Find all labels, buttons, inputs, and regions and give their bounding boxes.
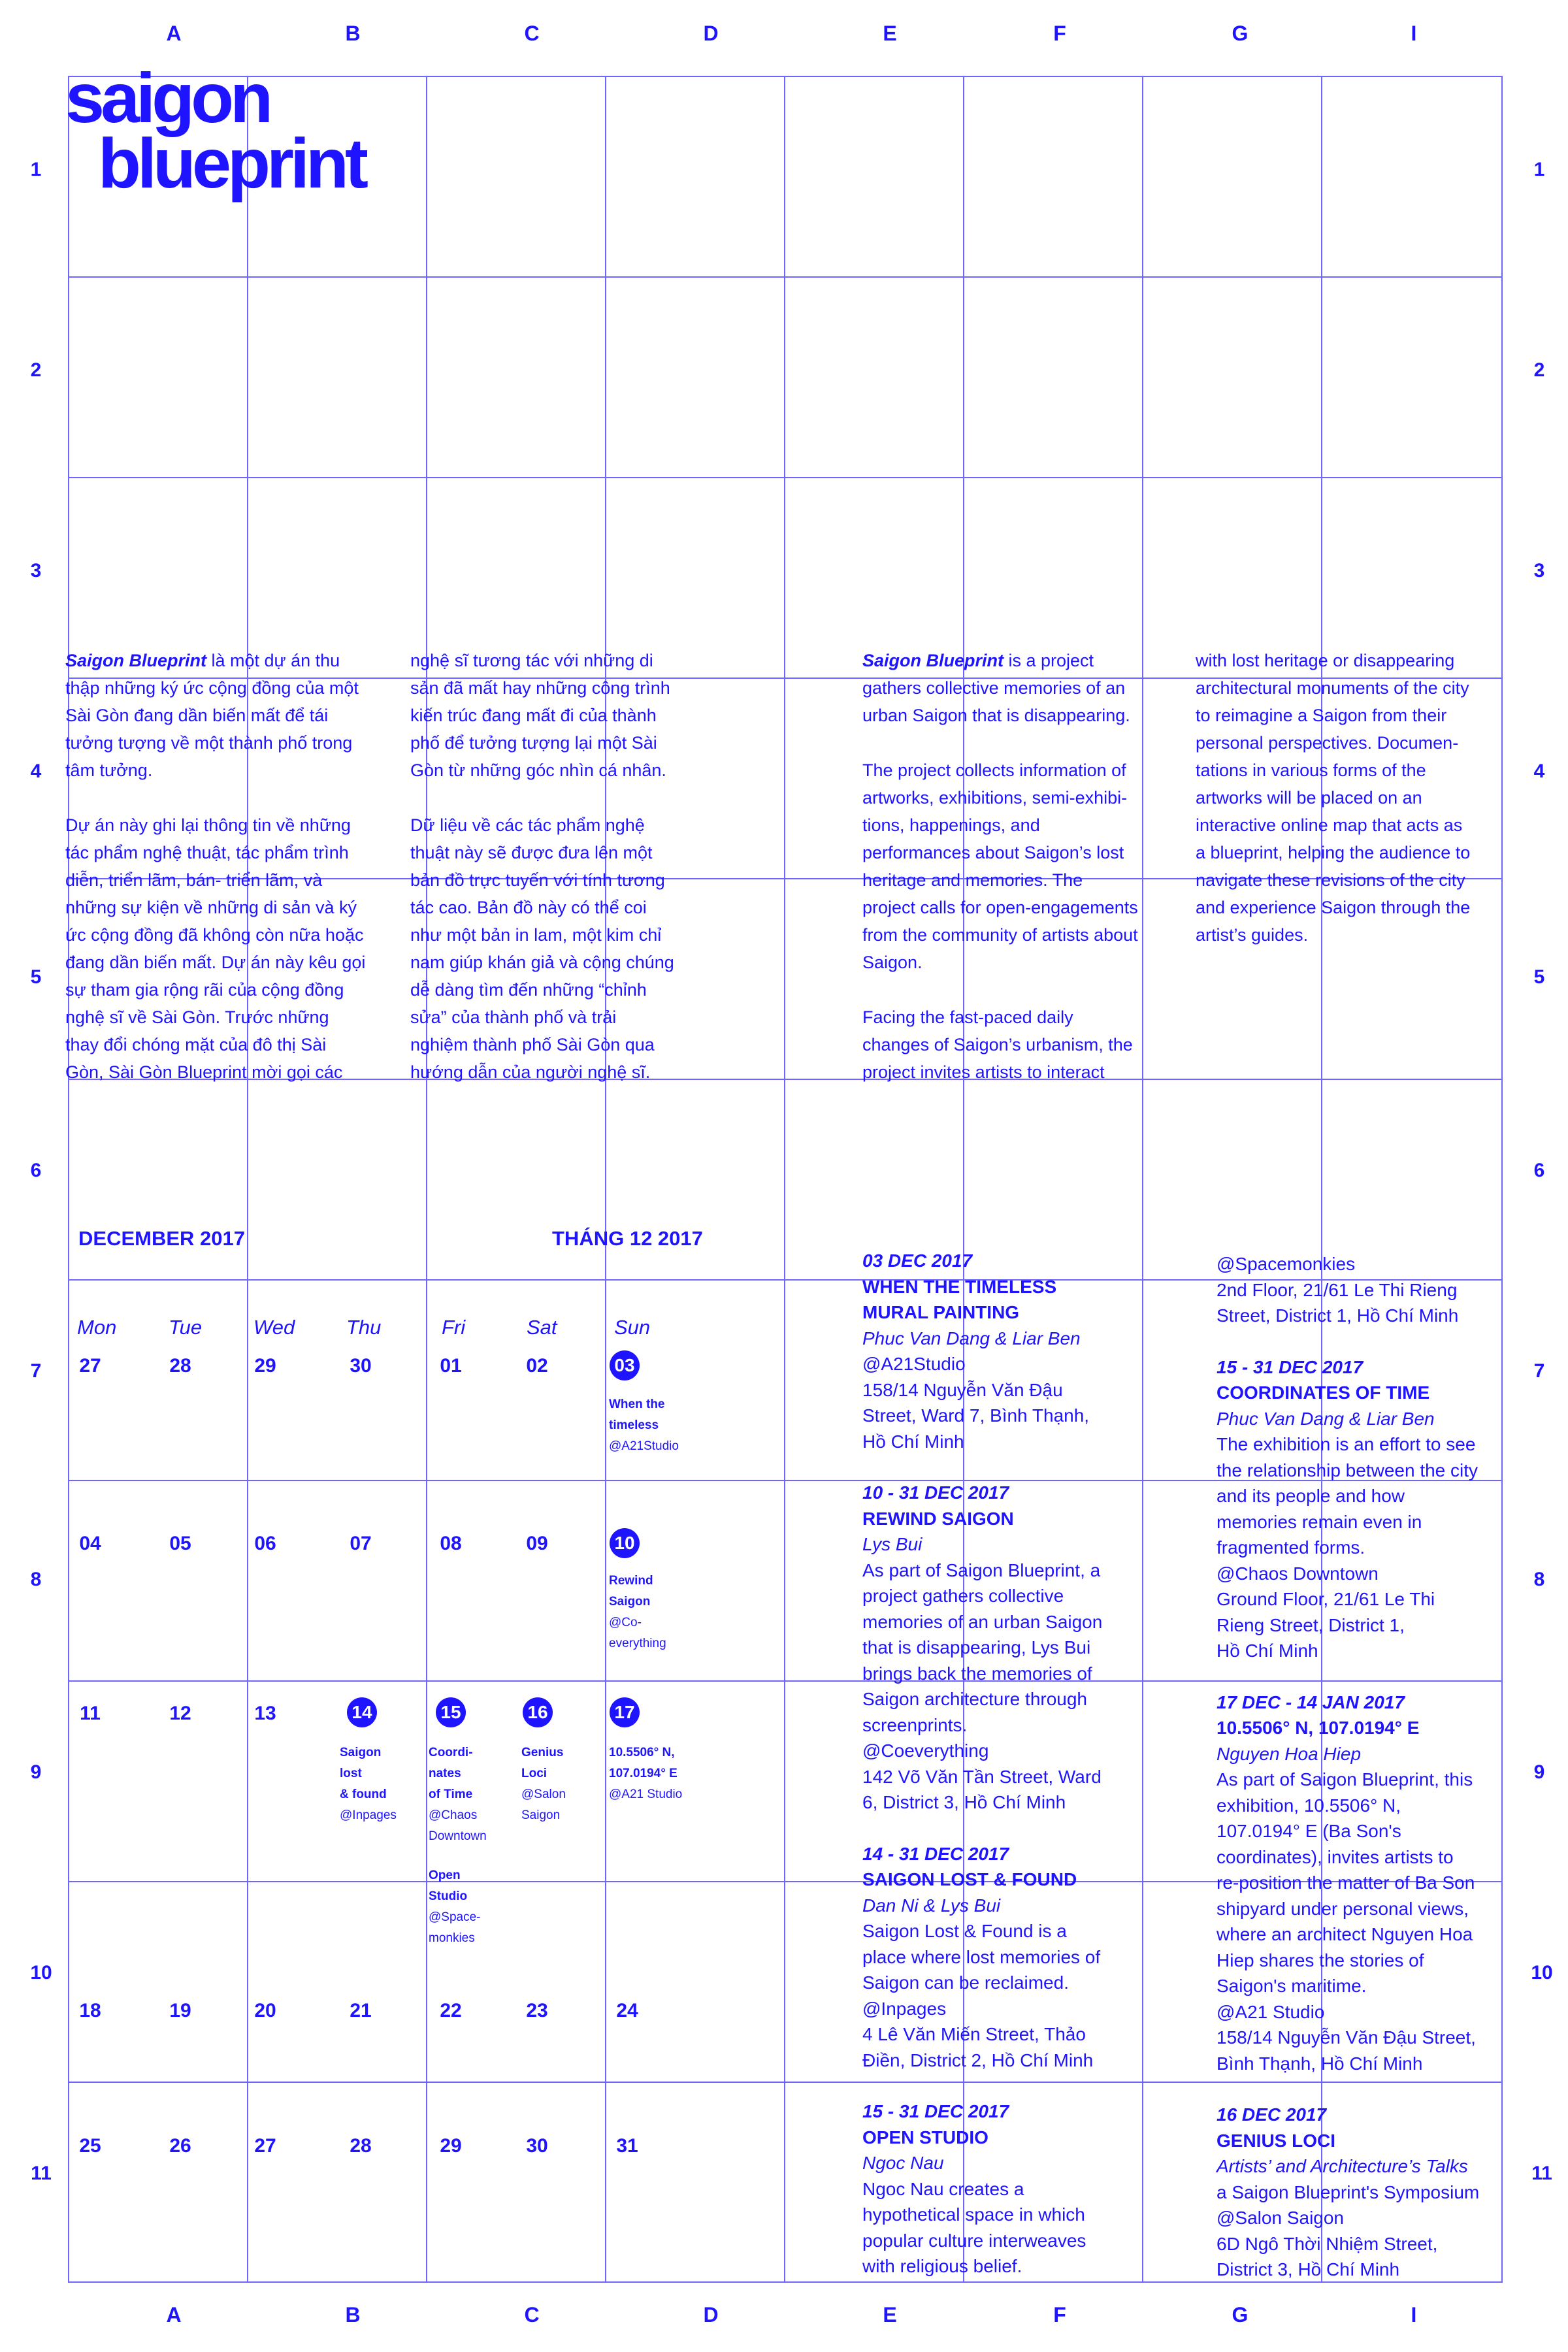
column-label: B [345, 22, 361, 45]
row-label: 2 [30, 359, 42, 381]
row-label: 6 [30, 1160, 42, 1181]
event-title: GENIUS LOCI [1217, 2130, 1336, 2151]
column-label: I [1411, 2303, 1417, 2327]
event-artists: Lys Bui [862, 1534, 923, 1554]
column-label: D [703, 2303, 719, 2327]
grid-line-vertical [605, 76, 606, 2283]
cell-event-location: @A21 Studio [609, 1788, 683, 1801]
cell-event-location: @Chaos Downtown [429, 1808, 487, 1843]
grid-line-vertical [247, 76, 248, 2283]
cell-event-03[interactable] [609, 1394, 740, 1457]
column-label: B [345, 2303, 361, 2327]
calendar-day-event[interactable]: 16 [523, 1697, 553, 1727]
calendar-day: 27 [254, 2135, 276, 2157]
row-label: 3 [30, 560, 42, 581]
column-label: E [883, 22, 897, 45]
dayname-fri: Fri [442, 1316, 466, 1339]
calendar-day: 23 [526, 2000, 548, 2021]
calendar-day: 24 [616, 2000, 638, 2021]
row-label: 9 [1533, 1761, 1545, 1783]
column-label: G [1232, 22, 1249, 45]
cell-event-14[interactable] [340, 1742, 431, 1826]
event-date: 17 DEC - 14 JAN 2017 [1217, 1691, 1405, 1712]
event-details: The exhibition is an effort to see the relationship between the city and its people and how memories remain even in fragmented forms. @Chaos Downtown Ground Floor, 21/61 Le Thi Rieng Street, District 1, Hồ Chí Minh [1217, 1434, 1478, 1661]
event-date: 15 - 31 DEC 2017 [1217, 1356, 1364, 1377]
intro-en-col1-text: is a project gathers collective memories of an urban Saigon that is disappearing. The project collects information of artworks, exhibitions, semi-exhibi- tions, happenings, and performances about Saigon’s lost heritage and memories. The project calls for open-engagements from the community of artists about Saigon. Facing the fast-paced daily changes of Saigon’s urbanism, the project invites artists to interact [862, 651, 1138, 1082]
intro-en-col2: with lost heritage or disappearing architectural monuments of the city to reimagine a Saigon from their personal perspectives. Documen- tations in various forms of the artworks will be placed on an interactive online map that acts as a blueprint, helping the audience to navigate these revisions of the city and experience Saigon through the artist’s guides. [1196, 651, 1471, 945]
intro-en-title: Saigon Blueprint [862, 651, 1004, 670]
cell-event-title: Saigon lost & found [340, 1746, 387, 1801]
event-artists: Nguyen Hoa Hiep [1217, 1743, 1362, 1764]
row-label: 10 [1531, 1962, 1553, 1984]
grid-line-vertical [426, 76, 427, 2283]
column-label: F [1053, 22, 1066, 45]
calendar-day: 08 [440, 1533, 462, 1554]
calendar-title-en: DECEMBER 2017 [78, 1227, 245, 1250]
event-title: SAIGON LOST & FOUND [862, 1869, 1077, 1889]
logo-line-1: saigon [65, 58, 270, 137]
calendar-day: 28 [350, 2135, 372, 2157]
cell-event-title: When the timeless [609, 1397, 665, 1432]
event-title: 10.5506° N, 107.0194° E [1217, 1718, 1420, 1738]
calendar-day-event[interactable]: 10 [610, 1528, 640, 1558]
event-details: Ngoc Nau creates a hypothetical space in which popular culture interweaves with religious belief. [862, 2178, 1086, 2276]
cell-event-title: Open Studio [429, 1869, 468, 1903]
cell-event-16[interactable] [521, 1742, 606, 1826]
calendar-day: 26 [169, 2135, 191, 2157]
calendar-day: 13 [254, 1703, 276, 1724]
row-label: 5 [30, 966, 42, 988]
dayname-mon: Mon [77, 1316, 117, 1339]
intro-vi-col1 [65, 647, 405, 1086]
calendar-title-vi: THÁNG 12 2017 [552, 1227, 703, 1250]
row-label: 1 [30, 159, 42, 180]
row-label: 5 [1533, 966, 1545, 988]
row-label: 3 [1533, 560, 1545, 581]
event-listing [1217, 2102, 1501, 2283]
column-label: G [1232, 2303, 1249, 2327]
calendar-day: 12 [169, 1703, 191, 1724]
calendar-day: 09 [526, 1533, 548, 1554]
event-details: As part of Saigon Blueprint, this exhibition, 10.5506° N, 107.0194° E (Ba Son's coordinates), invites artists to re-position the matter of Ba Son shipyard under personal views, where an architect Nguyen Hoa Hiep shares the stories of Saigon's maritime. @A21 Studio 158/14 Nguyễn Văn Đậu Street, Bình Thạnh, Hồ Chí Minh [1217, 1769, 1476, 2074]
row-label: 10 [30, 1962, 52, 1984]
event-date: 15 - 31 DEC 2017 [862, 2101, 1009, 2121]
calendar-day: 18 [79, 2000, 101, 2021]
row-label: 11 [1531, 2163, 1552, 2184]
event-listings-col1 [862, 1248, 1163, 2279]
intro-vi-col1-text: là một dự án thu thập những ký ức cộng đồng của một Sài Gòn đang dần biến mất để tái tưởng tượng về một thành phố trong tâm tưởng. Dự án này ghi lại thông tin về những tác phẩm nghệ thuật, tác phẩm trình diễn, triển lãm, bán- triển lãm, và những sự kiện về những di sản và ký ức cộng đồng đã không còn nữa hoặc đang dần biến mất. Dự án này kêu gọi sự tham gia rộng rãi của cộng đồng nghệ sĩ về Sài Gòn. Trước những thay đổi chóng mặt của đô thị Sài Gòn, Sài Gòn Blueprint mời gọi các [65, 651, 366, 1082]
calendar-day: 22 [440, 2000, 462, 2021]
column-label: A [166, 2303, 182, 2327]
event-listing [862, 2099, 1163, 2279]
calendar-day-event[interactable]: 17 [610, 1697, 640, 1727]
event-artists: Dan Ni & Lys Bui [862, 1895, 1001, 1916]
row-label: 8 [30, 1569, 42, 1590]
grid-line-horizontal [68, 477, 1503, 478]
event-listing [862, 1841, 1163, 2074]
calendar-day: 30 [526, 2135, 548, 2157]
row-label: 9 [30, 1761, 42, 1783]
column-label: D [703, 22, 719, 45]
calendar-day: 31 [616, 2135, 638, 2157]
calendar-day-event[interactable]: 15 [436, 1697, 466, 1727]
event-artists: Phuc Van Dang & Liar Ben [862, 1328, 1081, 1348]
cell-event-location: @Space- monkies [429, 1910, 481, 1945]
cell-event-15[interactable] [429, 1742, 514, 1847]
cell-event-title: Rewind Saigon [609, 1574, 653, 1609]
dayname-wed: Wed [253, 1316, 295, 1339]
column-label: I [1411, 22, 1417, 45]
row-label: 1 [1533, 159, 1545, 180]
event-details: a Saigon Blueprint's Symposium @Salon Saigon 6D Ngô Thời Nhiệm Street, District 3, Hồ Chí Minh [1217, 2181, 1480, 2279]
event-details: As part of Saigon Blueprint, a project gathers collective memories of an urban Saigon that is disappearing, Lys Bui brings back the memories of Saigon architecture through screenprints. @Coeverything 142 Võ Văn Tần Street, Ward 6, District 3, Hồ Chí Minh [862, 1560, 1103, 1812]
calendar-day: 06 [254, 1533, 276, 1554]
grid-line-vertical [784, 76, 785, 2283]
event-title: REWIND SAIGON [862, 1508, 1014, 1529]
dayname-sun: Sun [614, 1316, 651, 1339]
column-label: A [166, 22, 182, 45]
grid-line-horizontal [68, 276, 1503, 278]
event-title: WHEN THE TIMELESS MURAL PAINTING [862, 1276, 1057, 1322]
calendar-day: 28 [169, 1355, 191, 1377]
intro-vi-title: Saigon Blueprint [65, 651, 206, 670]
event-listing [862, 1248, 1163, 1454]
column-label: C [524, 22, 540, 45]
calendar-day: 20 [254, 2000, 276, 2021]
event-listing [1217, 1690, 1501, 2077]
dayname-sat: Sat [527, 1316, 557, 1339]
event-title: COORDINATES OF TIME [1217, 1382, 1430, 1403]
column-label: E [883, 2303, 897, 2327]
cell-event-title: Genius Loci [521, 1746, 564, 1780]
event-details: @A21Studio 158/14 Nguyễn Văn Đậu Street, Ward 7, Bình Thạnh, Hồ Chí Minh [862, 1354, 1090, 1452]
grid-line-horizontal [68, 76, 1503, 77]
dayname-tue: Tue [169, 1316, 203, 1339]
calendar-day: 01 [440, 1355, 462, 1377]
calendar-day: 25 [79, 2135, 101, 2157]
intro-en-col1 [862, 647, 1189, 1086]
grid-line-vertical [68, 76, 69, 2283]
calendar-day: 19 [169, 2000, 191, 2021]
event-artists: Artists’ and Architecture’s Talks [1217, 2156, 1468, 2176]
calendar-day: 29 [254, 1355, 276, 1377]
calendar-day: 04 [79, 1533, 101, 1554]
event-title: OPEN STUDIO [862, 2127, 988, 2148]
calendar-day: 02 [526, 1355, 548, 1377]
calendar-day: 30 [350, 1355, 372, 1377]
event-details-continued: @Spacemonkies 2nd Floor, 21/61 Le Thi Rieng Street, District 1, Hồ Chí Minh [1217, 1254, 1459, 1326]
cell-event-title: Coordi- nates of Time [429, 1746, 473, 1801]
row-label: 4 [30, 760, 42, 782]
logo-line-2: blueprint [98, 123, 365, 203]
row-label: 7 [1533, 1360, 1545, 1382]
column-label: F [1053, 2303, 1066, 2327]
cell-event-title: 10.5506° N, 107.0194° E [609, 1746, 678, 1780]
intro-vi-col2: nghệ sĩ tương tác với những di sản đã mất hay những công trình kiến trúc đang mất đi của thành phố để tưởng tượng lại một Sài Gòn từ những góc nhìn cá nhân. Dữ liệu về các tác phẩm nghệ thuật này sẽ được đưa lên một bản đồ trực tuyến với tính tương tác cao. Bản đồ này có thể coi như một bản in lam, một kim chỉ nam giúp khán giả và cộng chúng dễ dàng tìm đến những “chỉnh sửa” của thành phố và trải nghiệm thành phố Sài Gòn qua hướng dẫn của người nghệ sĩ. [410, 651, 674, 1082]
event-details: Saigon Lost & Found is a place where lost memories of Saigon can be reclaimed. @Inpages 4 Lê Văn Miến Street, Thảo Điền, District 2, Hồ Chí Minh [862, 1921, 1101, 2070]
calendar-day: 21 [350, 2000, 372, 2021]
event-date: 10 - 31 DEC 2017 [862, 1482, 1009, 1503]
column-label: C [524, 2303, 540, 2327]
cell-event-location: @Co- everything [609, 1616, 666, 1650]
event-artists: Ngoc Nau [862, 2153, 944, 2173]
cell-event-location: @Salon Saigon [521, 1788, 566, 1822]
calendar-day: 27 [79, 1355, 101, 1377]
calendar-day-event[interactable]: 14 [347, 1697, 377, 1727]
calendar-day: 05 [169, 1533, 191, 1554]
cell-event-location: @A21Studio [609, 1439, 679, 1453]
calendar-day-event[interactable]: 03 [610, 1350, 640, 1380]
row-label: 11 [31, 2163, 52, 2184]
cell-event-15-b[interactable] [429, 1865, 514, 1949]
event-date: 16 DEC 2017 [1217, 2104, 1327, 2125]
row-label: 7 [30, 1360, 42, 1382]
event-date: 14 - 31 DEC 2017 [862, 1843, 1009, 1864]
row-label: 8 [1533, 1569, 1545, 1590]
event-listing [1217, 1354, 1501, 1664]
calendar-day: 11 [80, 1703, 101, 1724]
event-date: 03 DEC 2017 [862, 1250, 973, 1271]
calendar-day: 07 [350, 1533, 372, 1554]
event-artists: Phuc Van Dang & Liar Ben [1217, 1408, 1435, 1429]
event-listing [862, 1480, 1163, 1816]
row-label: 2 [1533, 359, 1545, 381]
cell-event-location: @Inpages [340, 1808, 397, 1822]
dayname-thu: Thu [346, 1316, 382, 1339]
grid-line-vertical [1501, 76, 1503, 2283]
row-label: 6 [1533, 1160, 1545, 1181]
event-listings-col2 [1217, 1251, 1501, 2283]
calendar-day: 29 [440, 2135, 462, 2157]
cell-event-10[interactable] [609, 1571, 740, 1654]
cell-event-17[interactable] [609, 1742, 740, 1805]
row-label: 4 [1533, 760, 1545, 782]
